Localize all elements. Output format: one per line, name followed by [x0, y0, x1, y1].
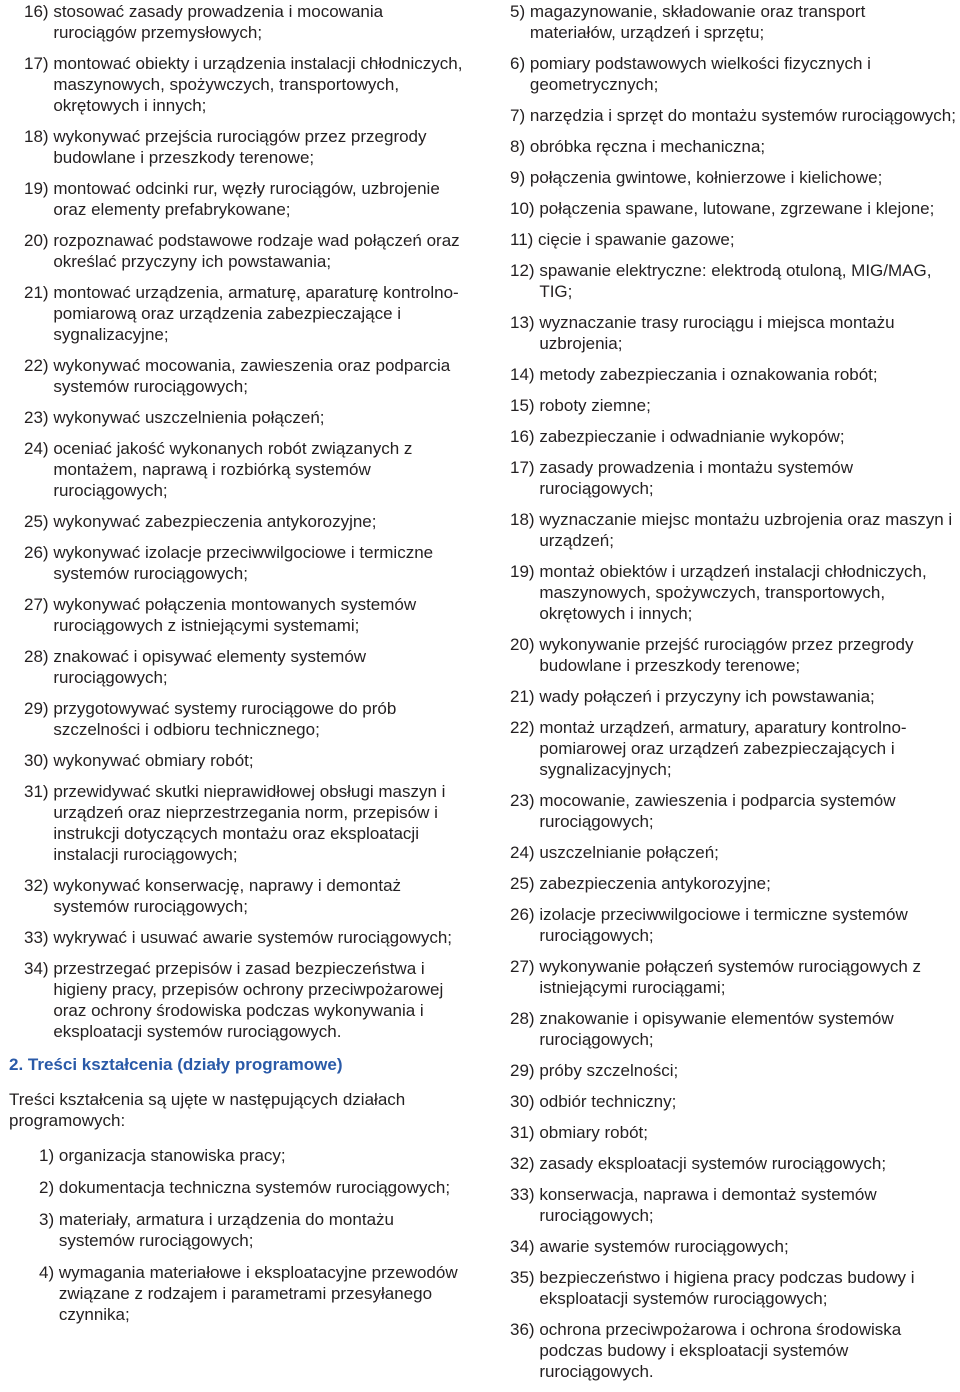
item-number: 17) — [24, 54, 49, 73]
item-number: 32) — [510, 1154, 535, 1173]
item-text: wymagania materiałowe i eksploatacyjne przewodów związane z rodzajem i parametrami przesyłanego czynnika; — [58, 1263, 458, 1324]
item-number: 28) — [24, 647, 49, 666]
item-text: montować urządzenia, armaturę, aparaturę kontrolno-pomiarową oraz urządzenia zabezpieczające i sygnalizacyjne; — [53, 283, 459, 344]
item-number: 20) — [24, 231, 49, 250]
list-item — [24, 1209, 470, 1251]
item-text: wykonywać mocowania, zawieszenia oraz podparcia systemów rurociągowych; — [53, 356, 451, 396]
item-number: 8) — [510, 137, 526, 156]
left-column — [9, 0, 470, 1392]
content-list — [24, 1145, 470, 1325]
item-number: 22) — [510, 718, 535, 737]
item-text: montować odcinki rur, węzły rurociągów, uzbrojenie oraz elementy prefabrykowane; — [53, 179, 440, 219]
item-text: spawanie elektryczne: elektrodą otuloną, MIG/MAG, TIG; — [539, 261, 932, 301]
item-text: wykonywanie przejść rurociągów przez przegrody budowlane i przeszkody terenowe; — [539, 635, 914, 675]
item-number: 7) — [510, 106, 526, 125]
item-text: magazynowanie, składowanie oraz transport materiałów, urządzeń i sprzętu; — [529, 2, 866, 42]
right-column — [510, 0, 956, 1392]
item-number: 9) — [510, 168, 526, 187]
item-text: ochrona przeciwpożarowa i ochrona środowiska podczas budowy i eksploatacji systemów rurociągowych. — [539, 1320, 902, 1381]
item-number: 4) — [39, 1263, 55, 1282]
list-item — [510, 1236, 956, 1257]
list-item — [510, 1184, 956, 1226]
item-number: 31) — [24, 782, 49, 801]
item-number: 30) — [24, 751, 49, 770]
item-text: montaż obiektów i urządzeń instalacji chłodniczych, maszynowych, spożywczych, transportowych, okrętowych i innych; — [539, 562, 927, 623]
item-text: pomiary podstawowych wielkości fizycznych i geometrycznych; — [529, 54, 871, 94]
item-text: cięcie i spawanie gazowe; — [538, 230, 735, 249]
item-text: wykonywać uszczelnienia połączeń; — [53, 408, 325, 427]
list-item — [510, 790, 956, 832]
item-number: 26) — [24, 543, 49, 562]
item-number: 34) — [24, 959, 49, 978]
item-text: mocowanie, zawieszenia i podparcia systemów rurociągowych; — [539, 791, 896, 831]
item-number: 18) — [510, 510, 535, 529]
item-text: obróbka ręczna i mechaniczna; — [529, 137, 766, 156]
item-text: montaż urządzeń, armatury, aparatury kontrolno-pomiarowej oraz urządzeń zabezpieczających i sygnalizacyjnych; — [539, 718, 907, 779]
list-item — [24, 438, 470, 501]
item-number: 22) — [24, 356, 49, 375]
item-number: 23) — [24, 408, 49, 427]
item-text: wyznaczanie miejsc montażu uzbrojenia oraz maszyn i urządzeń; — [539, 510, 953, 550]
item-text: połączenia spawane, lutowane, zgrzewane i klejone; — [539, 199, 935, 218]
item-text: izolacje przeciwwilgociowe i termiczne systemów rurociągowych; — [539, 905, 908, 945]
list-item — [510, 136, 956, 157]
list-item — [24, 646, 470, 688]
item-text: narzędzia i sprzęt do montażu systemów rurociągowych; — [529, 106, 956, 125]
list-item — [24, 511, 470, 532]
content-list-continued — [510, 1, 956, 1382]
item-number: 21) — [24, 283, 49, 302]
list-item — [510, 1, 956, 43]
item-text: montować obiekty i urządzenia instalacji chłodniczych, maszynowych, spożywczych, transportowych, okrętowych i innych; — [53, 54, 463, 115]
item-text: wykonywać zabezpieczenia antykorozyjne; — [53, 512, 377, 531]
item-text: wykonywać obmiary robót; — [53, 751, 254, 770]
item-text: znakować i opisywać elementy systemów rurociągowych; — [53, 647, 367, 687]
item-text: awarie systemów rurociągowych; — [539, 1237, 789, 1256]
item-text: zasady eksploatacji systemów rurociągowych; — [539, 1154, 887, 1173]
item-number: 15) — [510, 396, 535, 415]
list-item — [510, 842, 956, 863]
item-number: 11) — [510, 230, 534, 249]
item-number: 5) — [510, 2, 526, 21]
list-item — [24, 875, 470, 917]
list-item — [510, 1267, 956, 1309]
list-item — [510, 1091, 956, 1112]
list-item — [24, 1177, 470, 1198]
list-item — [24, 542, 470, 584]
item-number: 26) — [510, 905, 535, 924]
item-text: zasady prowadzenia i montażu systemów rurociągowych; — [539, 458, 854, 498]
list-item — [510, 1153, 956, 1174]
item-text: uszczelnianie połączeń; — [539, 843, 719, 862]
item-text: przygotowywać systemy rurociągowe do prób szczelności i odbioru technicznego; — [53, 699, 397, 739]
item-number: 20) — [510, 635, 535, 654]
list-item — [510, 105, 956, 126]
list-item — [510, 312, 956, 354]
list-item — [510, 395, 956, 416]
list-item — [510, 426, 956, 447]
item-number: 3) — [39, 1210, 55, 1229]
list-item — [24, 178, 470, 220]
item-number: 1) — [39, 1146, 55, 1165]
item-number: 28) — [510, 1009, 535, 1028]
item-text: dokumentacja techniczna systemów rurociągowych; — [58, 1178, 451, 1197]
list-item — [24, 750, 470, 771]
list-item — [24, 407, 470, 428]
item-number: 16) — [510, 427, 535, 446]
item-text: przestrzegać przepisów i zasad bezpieczeństwa i higieny pracy, przepisów ochrony przeciwpożarowej oraz ochrony środowiska podczas wykonywania i eksploatacji systemów rurociągowych. — [53, 959, 444, 1041]
item-text: metody zabezpieczania i oznakowania robót; — [539, 365, 878, 384]
list-item — [510, 457, 956, 499]
item-text: organizacja stanowiska pracy; — [58, 1146, 286, 1165]
item-text: wykonywać przejścia rurociągów przez przegrody budowlane i przeszkody terenowe; — [53, 127, 427, 167]
item-text: wady połączeń i przyczyny ich powstawania; — [539, 687, 875, 706]
item-number: 12) — [510, 261, 535, 280]
item-number: 35) — [510, 1268, 535, 1287]
section-heading: 2. Treści kształcenia (działy programowe) — [9, 1055, 343, 1074]
item-number: 27) — [24, 595, 49, 614]
item-number: 30) — [510, 1092, 535, 1111]
item-text: materiały, armatura i urządzenia do montażu systemów rurociągowych; — [58, 1210, 394, 1250]
item-text: wykonywanie połączeń systemów rurociągowych z istniejącymi rurociągami; — [539, 957, 922, 997]
list-item — [24, 958, 470, 1042]
list-item — [24, 927, 470, 948]
item-text: wykrywać i usuwać awarie systemów rurociągowych; — [53, 928, 452, 947]
item-number: 33) — [24, 928, 49, 947]
item-number: 24) — [24, 439, 49, 458]
list-item — [24, 781, 470, 865]
item-text: bezpieczeństwo i higiena pracy podczas budowy i eksploatacji systemów rurociągowych; — [539, 1268, 915, 1308]
item-text: wykonywać połączenia montowanych systemów rurociągowych z istniejącymi systemami; — [53, 595, 417, 635]
item-number: 34) — [510, 1237, 535, 1256]
item-number: 25) — [24, 512, 49, 531]
list-item — [24, 1, 470, 43]
item-text: obmiary robót; — [539, 1123, 648, 1142]
list-item — [510, 364, 956, 385]
item-text: wykonywać izolacje przeciwwilgociowe i termiczne systemów rurociągowych; — [53, 543, 434, 583]
item-number: 2) — [39, 1178, 55, 1197]
list-item — [510, 1319, 956, 1382]
section-intro: Treści kształcenia są ujęte w następujących działach programowych: — [9, 1090, 406, 1130]
item-text: roboty ziemne; — [539, 396, 651, 415]
item-number: 27) — [510, 957, 535, 976]
list-item — [510, 509, 956, 551]
list-item — [510, 260, 956, 302]
item-text: rozpoznawać podstawowe rodzaje wad połączeń oraz określać przyczyny ich powstawania; — [53, 231, 460, 271]
item-text: przewidywać skutki nieprawidłowej obsługi maszyn i urządzeń oraz nieprzestrzegania norm, przepisów i instrukcji dotyczących montażu oraz eksploatacji instalacji rurociągowych; — [53, 782, 446, 864]
item-number: 19) — [510, 562, 535, 581]
item-text: zabezpieczanie i odwadnianie wykopów; — [539, 427, 845, 446]
list-item — [24, 282, 470, 345]
list-item — [510, 904, 956, 946]
list-item — [510, 873, 956, 894]
item-number: 36) — [510, 1320, 535, 1339]
item-number: 13) — [510, 313, 535, 332]
item-number: 33) — [510, 1185, 535, 1204]
list-item — [510, 1122, 956, 1143]
item-number: 29) — [24, 699, 49, 718]
list-item — [24, 230, 470, 272]
item-number: 10) — [510, 199, 535, 218]
list-item — [510, 956, 956, 998]
list-item — [510, 1008, 956, 1050]
item-number: 17) — [510, 458, 535, 477]
item-number: 16) — [24, 2, 49, 21]
item-number: 19) — [24, 179, 49, 198]
item-number: 14) — [510, 365, 535, 384]
item-number: 23) — [510, 791, 535, 810]
item-number: 18) — [24, 127, 49, 146]
item-number: 6) — [510, 54, 526, 73]
item-number: 25) — [510, 874, 535, 893]
item-text: wykonywać konserwację, naprawy i demontaż systemów rurociągowych; — [53, 876, 402, 916]
list-item — [24, 1145, 470, 1166]
skills-list — [24, 1, 470, 1042]
list-item — [510, 634, 956, 676]
list-item — [24, 355, 470, 397]
list-item — [510, 229, 956, 250]
item-text: oceniać jakość wykonanych robót związanych z montażem, naprawą i rozbiórką systemów rurociągowych; — [53, 439, 413, 500]
item-text: konserwacja, naprawa i demontaż systemów rurociągowych; — [539, 1185, 877, 1225]
item-text: odbiór techniczny; — [539, 1092, 677, 1111]
item-number: 21) — [510, 687, 535, 706]
item-number: 31) — [510, 1123, 535, 1142]
list-item — [24, 126, 470, 168]
list-item — [510, 686, 956, 707]
list-item — [24, 1262, 470, 1325]
list-item — [24, 53, 470, 116]
list-item — [24, 698, 470, 740]
list-item — [24, 594, 470, 636]
item-number: 24) — [510, 843, 535, 862]
list-item — [510, 561, 956, 624]
item-text: zabezpieczenia antykorozyjne; — [539, 874, 771, 893]
item-text: wyznaczanie trasy rurociągu i miejsca montażu uzbrojenia; — [539, 313, 895, 353]
item-number: 29) — [510, 1061, 535, 1080]
list-item — [510, 717, 956, 780]
item-text: znakowanie i opisywanie elementów systemów rurociągowych; — [539, 1009, 894, 1049]
item-text: stosować zasady prowadzenia i mocowania rurociągów przemysłowych; — [53, 2, 384, 42]
list-item — [510, 53, 956, 95]
item-number: 32) — [24, 876, 49, 895]
list-item — [510, 1060, 956, 1081]
item-text: połączenia gwintowe, kołnierzowe i kielichowe; — [529, 168, 883, 187]
item-text: próby szczelności; — [539, 1061, 679, 1080]
list-item — [510, 198, 956, 219]
list-item — [510, 167, 956, 188]
